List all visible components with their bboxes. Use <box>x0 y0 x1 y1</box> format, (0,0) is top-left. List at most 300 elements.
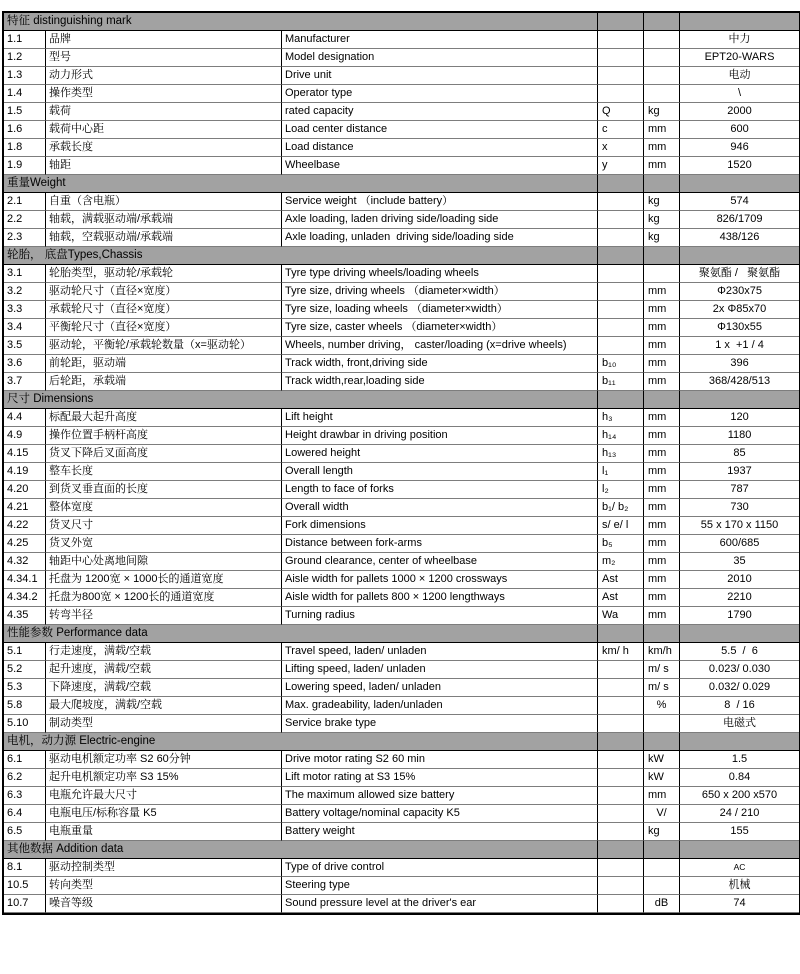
row-index: 2.2 <box>4 211 46 229</box>
row-label-chinese: 货叉尺寸 <box>46 517 282 535</box>
row-value: 0.032/ 0.029 <box>680 679 799 697</box>
row-label-english: Overall length <box>282 463 598 481</box>
row-symbol: s/ e/ l <box>598 517 644 535</box>
row-label-english: Tyre size, loading wheels （diameter×width） <box>282 301 598 319</box>
row-unit: mm <box>644 409 680 427</box>
row-label-chinese: 整车长度 <box>46 463 282 481</box>
row-value: \ <box>680 85 799 103</box>
row-value: 聚氨酯 / 聚氨酯 <box>680 265 799 283</box>
spec-row <box>4 535 799 553</box>
row-label-english: Load center distance <box>282 121 598 139</box>
spec-row <box>4 193 799 211</box>
spec-row <box>4 283 799 301</box>
row-symbol: Ast <box>598 571 644 589</box>
row-symbol <box>598 895 644 913</box>
row-label-english: Lowering speed, laden/ unladen <box>282 679 598 697</box>
row-label-english: Lowered height <box>282 445 598 463</box>
row-value: AC <box>680 859 799 877</box>
row-label-english: Track width,rear,loading side <box>282 373 598 391</box>
row-index: 5.3 <box>4 679 46 697</box>
row-index: 1.1 <box>4 31 46 49</box>
row-index: 1.2 <box>4 49 46 67</box>
row-index: 6.2 <box>4 769 46 787</box>
row-value: 368/428/513 <box>680 373 799 391</box>
row-value: 电磁式 <box>680 715 799 733</box>
row-label-chinese: 制动类型 <box>46 715 282 733</box>
row-label-english: Aisle width for pallets 800 × 1200 lengthways <box>282 589 598 607</box>
row-label-english: Battery voltage/nominal capacity K5 <box>282 805 598 823</box>
section-spacer-symbol <box>598 733 644 751</box>
row-index: 4.25 <box>4 535 46 553</box>
row-value: 155 <box>680 823 799 841</box>
row-unit: mm <box>644 445 680 463</box>
spec-row <box>4 409 799 427</box>
spec-row <box>4 229 799 247</box>
row-label-english: Ground clearance, center of wheelbase <box>282 553 598 571</box>
row-label-chinese: 起升速度，满载/空载 <box>46 661 282 679</box>
row-value: 35 <box>680 553 799 571</box>
row-label-english: Height drawbar in driving position <box>282 427 598 445</box>
row-symbol: l₁ <box>598 463 644 481</box>
row-label-english: Track width, front,driving side <box>282 355 598 373</box>
spec-row <box>4 157 799 175</box>
row-label-english: Axle loading, unladen driving side/loading side <box>282 229 598 247</box>
spec-row <box>4 769 799 787</box>
row-index: 1.8 <box>4 139 46 157</box>
row-value: 826/1709 <box>680 211 799 229</box>
row-label-english: Lift height <box>282 409 598 427</box>
section-spacer-unit <box>644 13 680 31</box>
section-spacer-unit <box>644 625 680 643</box>
spec-row <box>4 211 799 229</box>
row-index: 3.1 <box>4 265 46 283</box>
row-value: 55 x 170 x 1150 <box>680 517 799 535</box>
section-spacer-value <box>680 247 799 265</box>
spec-row <box>4 337 799 355</box>
row-value: 2210 <box>680 589 799 607</box>
spec-row <box>4 355 799 373</box>
row-index: 3.4 <box>4 319 46 337</box>
row-index: 6.5 <box>4 823 46 841</box>
row-symbol: l₂ <box>598 481 644 499</box>
row-value: 946 <box>680 139 799 157</box>
spec-row <box>4 499 799 517</box>
row-label-english: Steering type <box>282 877 598 895</box>
row-unit: mm <box>644 517 680 535</box>
row-label-chinese: 轴距 <box>46 157 282 175</box>
row-unit: kg <box>644 229 680 247</box>
spec-row <box>4 751 799 769</box>
spec-row <box>4 265 799 283</box>
row-label-chinese: 型号 <box>46 49 282 67</box>
row-label-chinese: 轴距中心处离地间隙 <box>46 553 282 571</box>
spec-row <box>4 481 799 499</box>
row-label-english: Length to face of forks <box>282 481 598 499</box>
row-label-chinese: 电瓶重量 <box>46 823 282 841</box>
row-symbol <box>598 67 644 85</box>
row-value: 2x Φ85x70 <box>680 301 799 319</box>
row-symbol: h₁₃ <box>598 445 644 463</box>
row-label-chinese: 整体宽度 <box>46 499 282 517</box>
row-unit: mm <box>644 787 680 805</box>
spec-row <box>4 463 799 481</box>
row-index: 10.5 <box>4 877 46 895</box>
row-index: 1.9 <box>4 157 46 175</box>
row-symbol <box>598 787 644 805</box>
spec-row <box>4 139 799 157</box>
row-unit: mm <box>644 481 680 499</box>
row-value: 5.5 / 6 <box>680 643 799 661</box>
row-index: 4.19 <box>4 463 46 481</box>
row-symbol <box>598 283 644 301</box>
row-label-english: Manufacturer <box>282 31 598 49</box>
row-label-english: Aisle width for pallets 1000 × 1200 crossways <box>282 571 598 589</box>
row-label-chinese: 货叉外宽 <box>46 535 282 553</box>
row-label-chinese: 到货叉垂直面的长度 <box>46 481 282 499</box>
row-value: 1.5 <box>680 751 799 769</box>
row-symbol <box>598 697 644 715</box>
spec-row <box>4 823 799 841</box>
spec-row <box>4 445 799 463</box>
spec-row <box>4 787 799 805</box>
row-index: 3.2 <box>4 283 46 301</box>
section-spacer-unit <box>644 247 680 265</box>
section-title: 轮胎， 底盘Types,Chassis <box>4 247 598 265</box>
row-value: 1180 <box>680 427 799 445</box>
row-index: 4.35 <box>4 607 46 625</box>
section-spacer-unit <box>644 733 680 751</box>
row-symbol <box>598 715 644 733</box>
row-label-english: rated capacity <box>282 103 598 121</box>
spec-row <box>4 31 799 49</box>
row-index: 4.20 <box>4 481 46 499</box>
row-symbol: b₁₀ <box>598 355 644 373</box>
row-label-english: Max. gradeability, laden/unladen <box>282 697 598 715</box>
row-label-chinese: 驱动电机额定功率 S2 60分钟 <box>46 751 282 769</box>
spec-table <box>2 11 800 915</box>
row-symbol <box>598 211 644 229</box>
row-unit: mm <box>644 373 680 391</box>
row-unit <box>644 85 680 103</box>
spec-row <box>4 319 799 337</box>
row-label-chinese: 轴载，满载驱动端/承载端 <box>46 211 282 229</box>
row-index: 4.34.2 <box>4 589 46 607</box>
row-value: 1790 <box>680 607 799 625</box>
row-value: 600/685 <box>680 535 799 553</box>
row-value: EPT20-WARS <box>680 49 799 67</box>
row-value: 机械 <box>680 877 799 895</box>
row-index: 1.3 <box>4 67 46 85</box>
section-header-row-4 <box>4 391 799 409</box>
row-index: 3.3 <box>4 301 46 319</box>
row-label-english: Distance between fork-arms <box>282 535 598 553</box>
row-symbol: Q <box>598 103 644 121</box>
section-title: 其他数据 Addition data <box>4 841 598 859</box>
row-value: 电动 <box>680 67 799 85</box>
row-label-chinese: 轮胎类型，驱动轮/承载轮 <box>46 265 282 283</box>
row-symbol <box>598 301 644 319</box>
section-title: 电机，动力源 Electric-engine <box>4 733 598 751</box>
row-label-chinese: 转向类型 <box>46 877 282 895</box>
row-unit: mm <box>644 553 680 571</box>
row-label-chinese: 操作类型 <box>46 85 282 103</box>
row-label-english: Axle loading, laden driving side/loading side <box>282 211 598 229</box>
spec-row <box>4 517 799 535</box>
row-value: 438/126 <box>680 229 799 247</box>
section-spacer-value <box>680 13 799 31</box>
section-spacer-value <box>680 175 799 193</box>
row-value: Φ230x75 <box>680 283 799 301</box>
row-index: 1.6 <box>4 121 46 139</box>
row-unit: mm <box>644 139 680 157</box>
row-symbol <box>598 877 644 895</box>
row-unit: mm <box>644 463 680 481</box>
section-header-row-3 <box>4 247 799 265</box>
row-unit: V/ <box>644 805 680 823</box>
row-index: 6.1 <box>4 751 46 769</box>
spec-row <box>4 661 799 679</box>
row-label-english: Overall width <box>282 499 598 517</box>
row-symbol: x <box>598 139 644 157</box>
row-unit: mm <box>644 535 680 553</box>
spec-row <box>4 859 799 877</box>
spec-row <box>4 589 799 607</box>
row-index: 4.22 <box>4 517 46 535</box>
section-spacer-symbol <box>598 391 644 409</box>
section-title: 重量Weight <box>4 175 598 193</box>
row-label-chinese: 噪音等级 <box>46 895 282 913</box>
row-unit: mm <box>644 337 680 355</box>
row-label-english: Wheelbase <box>282 157 598 175</box>
row-label-chinese: 托盘为800宽 × 1200长的通道宽度 <box>46 589 282 607</box>
row-label-english: Fork dimensions <box>282 517 598 535</box>
row-symbol <box>598 661 644 679</box>
row-symbol: m₂ <box>598 553 644 571</box>
row-symbol <box>598 31 644 49</box>
row-symbol <box>598 679 644 697</box>
row-index: 5.1 <box>4 643 46 661</box>
row-value: 74 <box>680 895 799 913</box>
row-index: 3.7 <box>4 373 46 391</box>
row-label-chinese: 轴载，空载驱动端/承载端 <box>46 229 282 247</box>
spec-row <box>4 877 799 895</box>
section-spacer-value <box>680 733 799 751</box>
row-unit <box>644 49 680 67</box>
row-unit <box>644 67 680 85</box>
section-spacer-symbol <box>598 841 644 859</box>
row-label-english: Tyre size, caster wheels （diameter×width） <box>282 319 598 337</box>
row-unit: dB <box>644 895 680 913</box>
row-symbol <box>598 265 644 283</box>
row-unit <box>644 31 680 49</box>
section-header-row-1 <box>4 13 799 31</box>
row-label-chinese: 转弯半径 <box>46 607 282 625</box>
row-label-chinese: 行走速度，满载/空载 <box>46 643 282 661</box>
row-label-chinese: 货叉下降后叉面高度 <box>46 445 282 463</box>
row-symbol: h₁₄ <box>598 427 644 445</box>
row-symbol: y <box>598 157 644 175</box>
row-symbol: b₁₁ <box>598 373 644 391</box>
row-symbol <box>598 337 644 355</box>
row-label-chinese: 平衡轮尺寸（直径×宽度） <box>46 319 282 337</box>
row-index: 4.34.1 <box>4 571 46 589</box>
row-label-english: Tyre size, driving wheels （diameter×width） <box>282 283 598 301</box>
row-index: 3.6 <box>4 355 46 373</box>
section-title: 性能参数 Performance data <box>4 625 598 643</box>
row-unit: mm <box>644 589 680 607</box>
row-label-chinese: 承载轮尺寸（直径×宽度） <box>46 301 282 319</box>
row-label-chinese: 前轮距，驱动端 <box>46 355 282 373</box>
row-symbol <box>598 859 644 877</box>
row-unit: kW <box>644 751 680 769</box>
row-value: 787 <box>680 481 799 499</box>
row-unit: mm <box>644 499 680 517</box>
row-value: Φ130x55 <box>680 319 799 337</box>
row-label-chinese: 承载长度 <box>46 139 282 157</box>
row-value: 2010 <box>680 571 799 589</box>
section-title: 尺寸 Dimensions <box>4 391 598 409</box>
row-symbol: b₅ <box>598 535 644 553</box>
row-unit: mm <box>644 283 680 301</box>
row-unit: kW <box>644 769 680 787</box>
row-symbol <box>598 85 644 103</box>
row-unit: mm <box>644 319 680 337</box>
row-index: 1.4 <box>4 85 46 103</box>
row-label-english: Turning radius <box>282 607 598 625</box>
row-value: 1937 <box>680 463 799 481</box>
row-value: 8 / 16 <box>680 697 799 715</box>
spec-row <box>4 301 799 319</box>
row-label-english: Drive motor rating S2 60 min <box>282 751 598 769</box>
row-index: 4.21 <box>4 499 46 517</box>
spec-row <box>4 85 799 103</box>
row-label-chinese: 驱动轮尺寸（直径×宽度） <box>46 283 282 301</box>
row-label-english: Sound pressure level at the driver's ear <box>282 895 598 913</box>
row-index: 4.32 <box>4 553 46 571</box>
spec-row <box>4 121 799 139</box>
row-label-chinese: 驱动轮，平衡轮/承载轮数量（x=驱动轮） <box>46 337 282 355</box>
spec-row <box>4 715 799 733</box>
row-index: 4.4 <box>4 409 46 427</box>
section-spacer-value <box>680 625 799 643</box>
spec-row <box>4 679 799 697</box>
row-label-english: Service brake type <box>282 715 598 733</box>
section-spacer-value <box>680 391 799 409</box>
row-label-chinese: 品牌 <box>46 31 282 49</box>
row-unit: m/ s <box>644 679 680 697</box>
spec-row <box>4 697 799 715</box>
row-value: 396 <box>680 355 799 373</box>
section-spacer-symbol <box>598 175 644 193</box>
row-index: 8.1 <box>4 859 46 877</box>
row-label-chinese: 标配最大起升高度 <box>46 409 282 427</box>
row-symbol <box>598 193 644 211</box>
row-index: 6.4 <box>4 805 46 823</box>
section-spacer-unit <box>644 175 680 193</box>
spec-row <box>4 571 799 589</box>
row-unit: kg <box>644 193 680 211</box>
row-index: 4.9 <box>4 427 46 445</box>
section-spacer-symbol <box>598 13 644 31</box>
row-label-chinese: 最大爬坡度，满载/空载 <box>46 697 282 715</box>
section-header-row-6 <box>4 733 799 751</box>
section-header-row-7 <box>4 841 799 859</box>
row-unit: m/ s <box>644 661 680 679</box>
row-unit: kg <box>644 823 680 841</box>
row-unit: mm <box>644 157 680 175</box>
row-value: 730 <box>680 499 799 517</box>
row-symbol <box>598 49 644 67</box>
row-unit: mm <box>644 607 680 625</box>
row-value: 1520 <box>680 157 799 175</box>
section-title: 特征 distinguishing mark <box>4 13 598 31</box>
row-value: 1 x +1 / 4 <box>680 337 799 355</box>
row-unit: % <box>644 697 680 715</box>
row-value: 600 <box>680 121 799 139</box>
row-symbol: h₃ <box>598 409 644 427</box>
section-header-row-2 <box>4 175 799 193</box>
row-index: 5.2 <box>4 661 46 679</box>
section-spacer-symbol <box>598 247 644 265</box>
row-label-english: Lifting speed, laden/ unladen <box>282 661 598 679</box>
row-value: 650 x 200 x570 <box>680 787 799 805</box>
row-unit: kg <box>644 103 680 121</box>
section-spacer-symbol <box>598 625 644 643</box>
row-unit <box>644 877 680 895</box>
row-label-chinese: 驱动控制类型 <box>46 859 282 877</box>
row-index: 3.5 <box>4 337 46 355</box>
row-label-english: The maximum allowed size battery <box>282 787 598 805</box>
row-label-chinese: 起升电机额定功率 S3 15% <box>46 769 282 787</box>
row-label-english: Model designation <box>282 49 598 67</box>
row-label-english: Battery weight <box>282 823 598 841</box>
spec-row <box>4 103 799 121</box>
row-value: 574 <box>680 193 799 211</box>
row-label-chinese: 电瓶电压/标称容量 K5 <box>46 805 282 823</box>
row-value: 24 / 210 <box>680 805 799 823</box>
spec-row <box>4 643 799 661</box>
row-index: 4.15 <box>4 445 46 463</box>
row-label-chinese: 载荷中心距 <box>46 121 282 139</box>
section-spacer-unit <box>644 841 680 859</box>
row-symbol: b₁/ b₂ <box>598 499 644 517</box>
row-index: 2.3 <box>4 229 46 247</box>
row-value: 85 <box>680 445 799 463</box>
row-unit <box>644 715 680 733</box>
row-label-english: Wheels, number driving， caster/loading (x=drive wheels) <box>282 337 598 355</box>
row-label-english: Type of drive control <box>282 859 598 877</box>
row-unit: mm <box>644 427 680 445</box>
row-unit: mm <box>644 121 680 139</box>
row-value: 120 <box>680 409 799 427</box>
row-label-english: Drive unit <box>282 67 598 85</box>
row-symbol: c <box>598 121 644 139</box>
row-value: 2000 <box>680 103 799 121</box>
row-symbol: km/ h <box>598 643 644 661</box>
row-label-english: Travel speed, laden/ unladen <box>282 643 598 661</box>
row-symbol <box>598 823 644 841</box>
section-spacer-unit <box>644 391 680 409</box>
spec-row <box>4 553 799 571</box>
row-unit <box>644 859 680 877</box>
row-label-english: Service weight （include battery） <box>282 193 598 211</box>
row-symbol <box>598 229 644 247</box>
row-unit: km/h <box>644 643 680 661</box>
row-index: 10.7 <box>4 895 46 913</box>
row-symbol <box>598 769 644 787</box>
spec-row <box>4 427 799 445</box>
row-label-chinese: 后轮距，承载端 <box>46 373 282 391</box>
